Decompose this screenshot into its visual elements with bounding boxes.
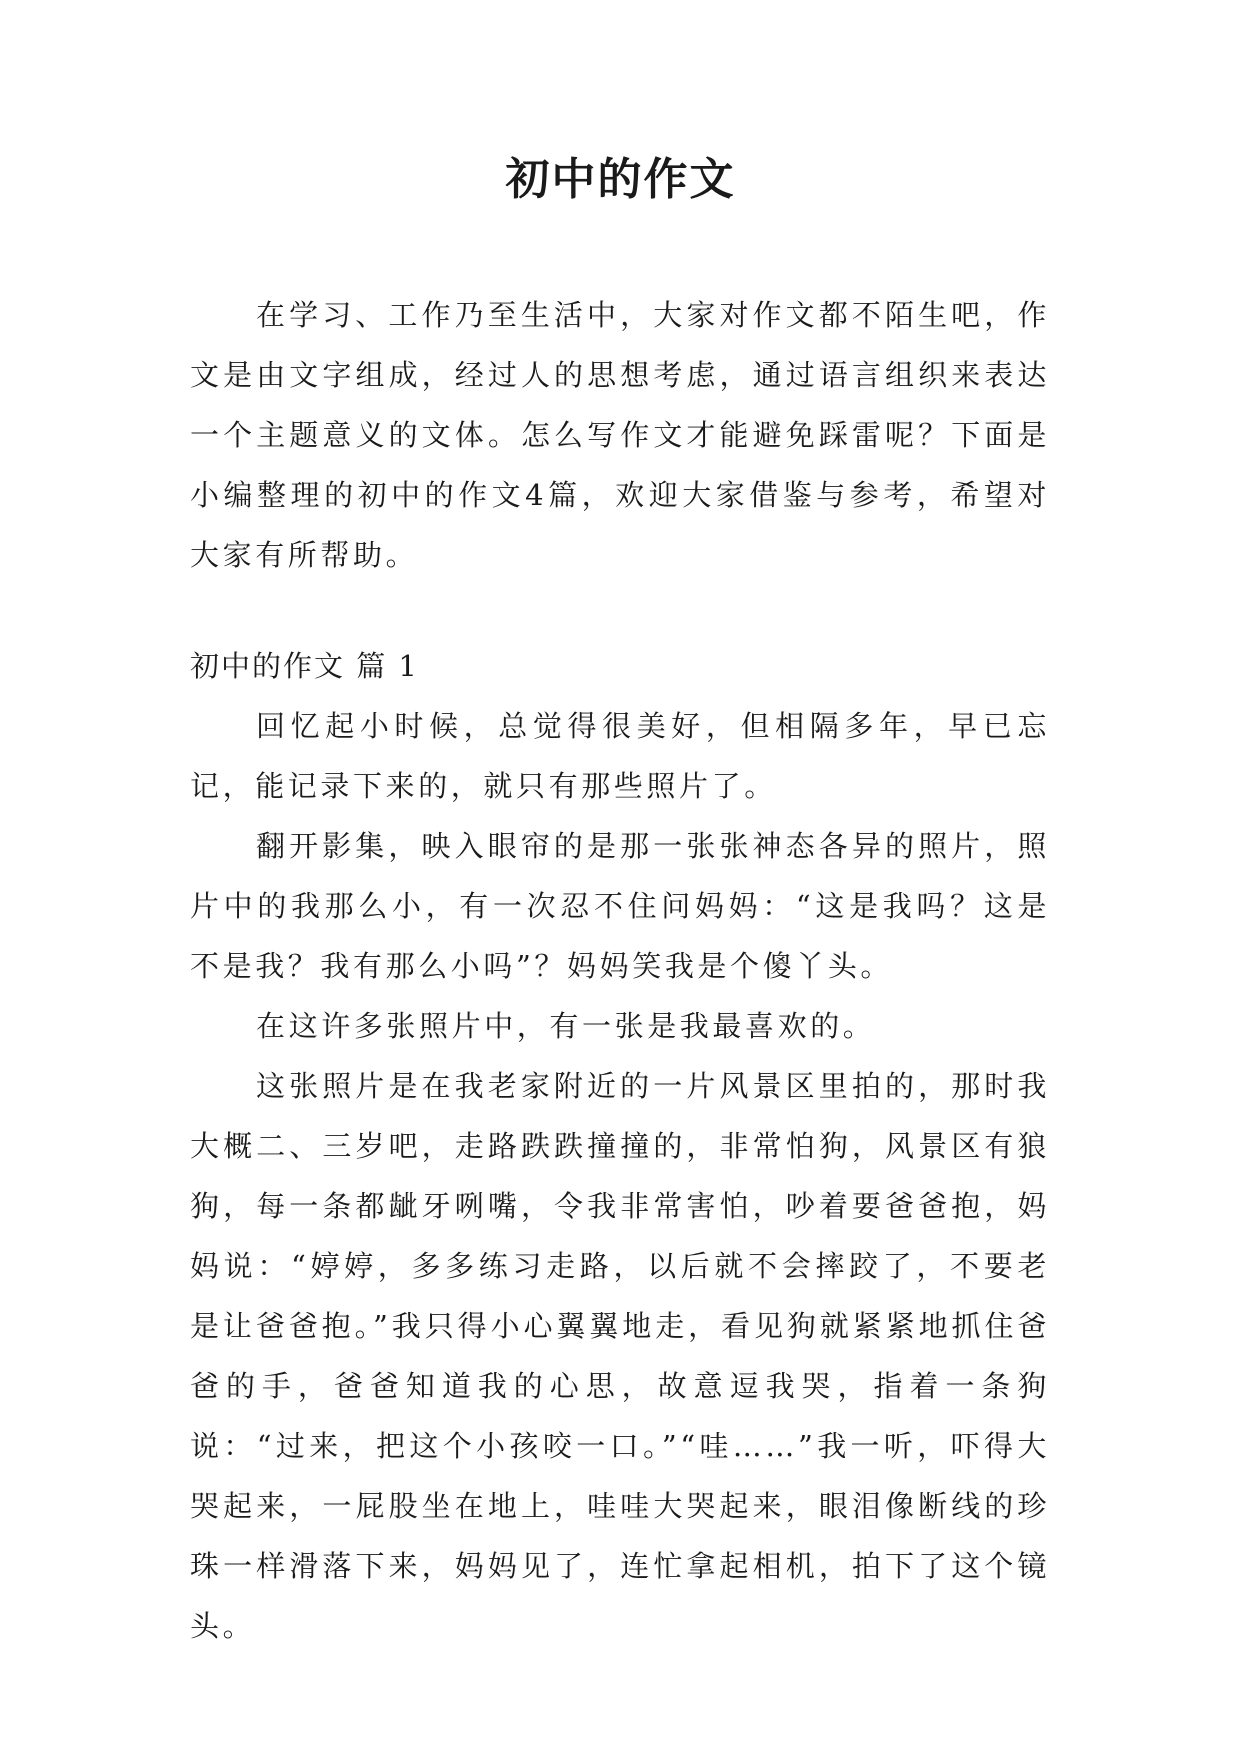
section-body [190,696,1050,1656]
document-title: 初中的作文 [505,154,736,205]
section-paragraph-3: 在这许多张照片中，有一张是我最喜欢的。 [256,1009,876,1043]
section-paragraph-2: 翻开影集，映入眼帘的是那一张张神态各异的照片，照片中的我那么小，有一次忍不住问妈妈：“这是我吗？这是不是我？我有那么小吗”？妈妈笑我是个傻丫头。 [190,829,1050,983]
section-paragraph-1: 回忆起小时候，总觉得很美好，但相隔多年，早已忘记，能记录下来的，就只有那些照片了。 [190,709,1050,803]
section-paragraph-4: 这张照片是在我老家附近的一片风景区里拍的，那时我大概二、三岁吧，走路跌跌撞撞的，非常怕狗，风景区有狼狗，每一条都龇牙咧嘴，令我非常害怕，吵着要爸爸抱，妈妈说：“婷婷，多多练习走路，以后就不会摔跤了，不要老是让爸爸抱。”我只得小心翼翼地走，看见狗就紧紧地抓住爸爸的手，爸爸知道我的心思，故意逗我哭，指着一条狗说：“过来，把这个小孩咬一口。”“哇……”我一听，吓得大哭起来，一屁股坐在地上，哇哇大哭起来，眼泪像断线的珍珠一样滑落下来，妈妈见了，连忙拿起相机，拍下了这个镜头。 [190,1069,1050,1643]
intro-paragraph: 在学习、工作乃至生活中，大家对作文都不陌生吧，作文是由文字组成，经过人的思想考虑，通过语言组织来表达一个主题意义的文体。怎么写作文才能避免踩雷呢？下面是小编整理的初中的作文4篇，欢迎大家借鉴与参考，希望对大家有所帮助。 [190,298,1050,572]
section-heading: 初中的作文 篇 1 [190,649,419,683]
